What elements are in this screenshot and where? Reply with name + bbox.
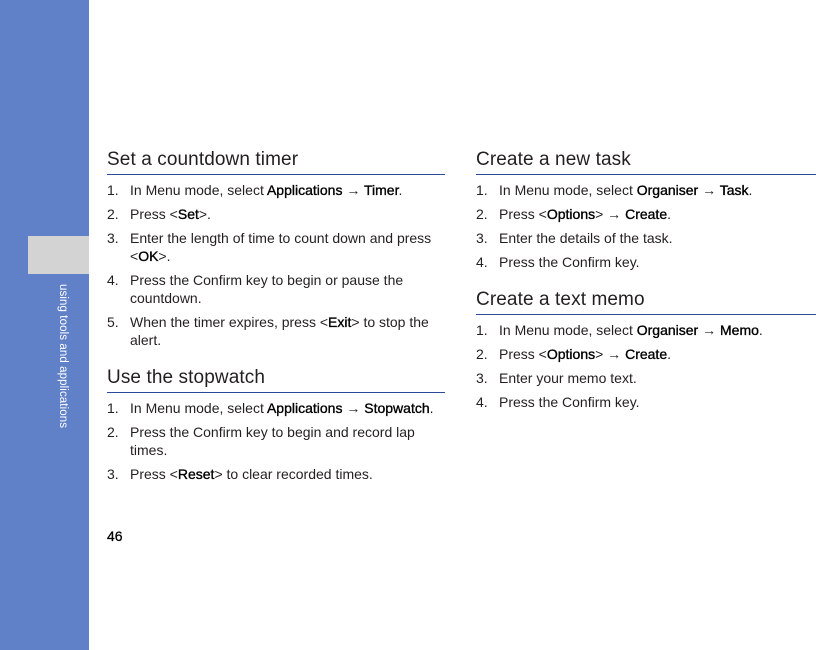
left-column <box>107 148 445 489</box>
list-item: 2. Press <Options> → Create. <box>476 206 671 222</box>
section-countdown-timer <box>107 148 445 349</box>
steps-list <box>107 399 445 483</box>
sidebar-tab-marker <box>28 236 89 274</box>
steps-list <box>107 181 445 349</box>
list-item: 3. Enter the details of the task. <box>476 230 673 246</box>
section-title: Set a countdown timer <box>107 148 445 175</box>
list-item: 2. Press <Set>. <box>107 206 211 222</box>
section-title: Create a new task <box>476 148 816 175</box>
list-item: 4. Press the Confirm key to begin or pause the countdown. <box>107 272 404 306</box>
list-item: 3. Press <Reset> to clear recorded times. <box>107 466 373 482</box>
section-title: Use the stopwatch <box>107 366 445 393</box>
list-item: 3. Enter the length of time to count down and press <OK>. <box>107 230 432 264</box>
list-item: 2. Press the Confirm key to begin and record lap times. <box>107 424 415 458</box>
list-item: 4. Press the Confirm key. <box>476 254 640 270</box>
list-item: 1. In Menu mode, select Applications → Timer. <box>107 182 403 198</box>
list-item: 3. Enter your memo text. <box>476 370 637 386</box>
sidebar <box>0 0 89 650</box>
right-column <box>476 148 816 417</box>
list-item: 1. In Menu mode, select Organiser → Memo. <box>476 322 763 338</box>
list-item: 4. Press the Confirm key. <box>476 394 640 410</box>
list-item: 1. In Menu mode, select Organiser → Task. <box>476 182 753 198</box>
list-item: 5. When the timer expires, press <Exit> to stop the alert. <box>107 314 429 348</box>
list-item: 2. Press <Options> → Create. <box>476 346 671 362</box>
list-item: 1. In Menu mode, select Applications → Stopwatch. <box>107 400 434 416</box>
chapter-label: using tools and applications <box>57 284 69 429</box>
section-new-task <box>476 148 816 271</box>
page-number: 46 <box>107 528 123 544</box>
section-title: Create a text memo <box>476 288 816 315</box>
steps-list <box>476 321 816 411</box>
steps-list <box>476 181 816 271</box>
section-text-memo <box>476 288 816 411</box>
section-stopwatch <box>107 366 445 483</box>
